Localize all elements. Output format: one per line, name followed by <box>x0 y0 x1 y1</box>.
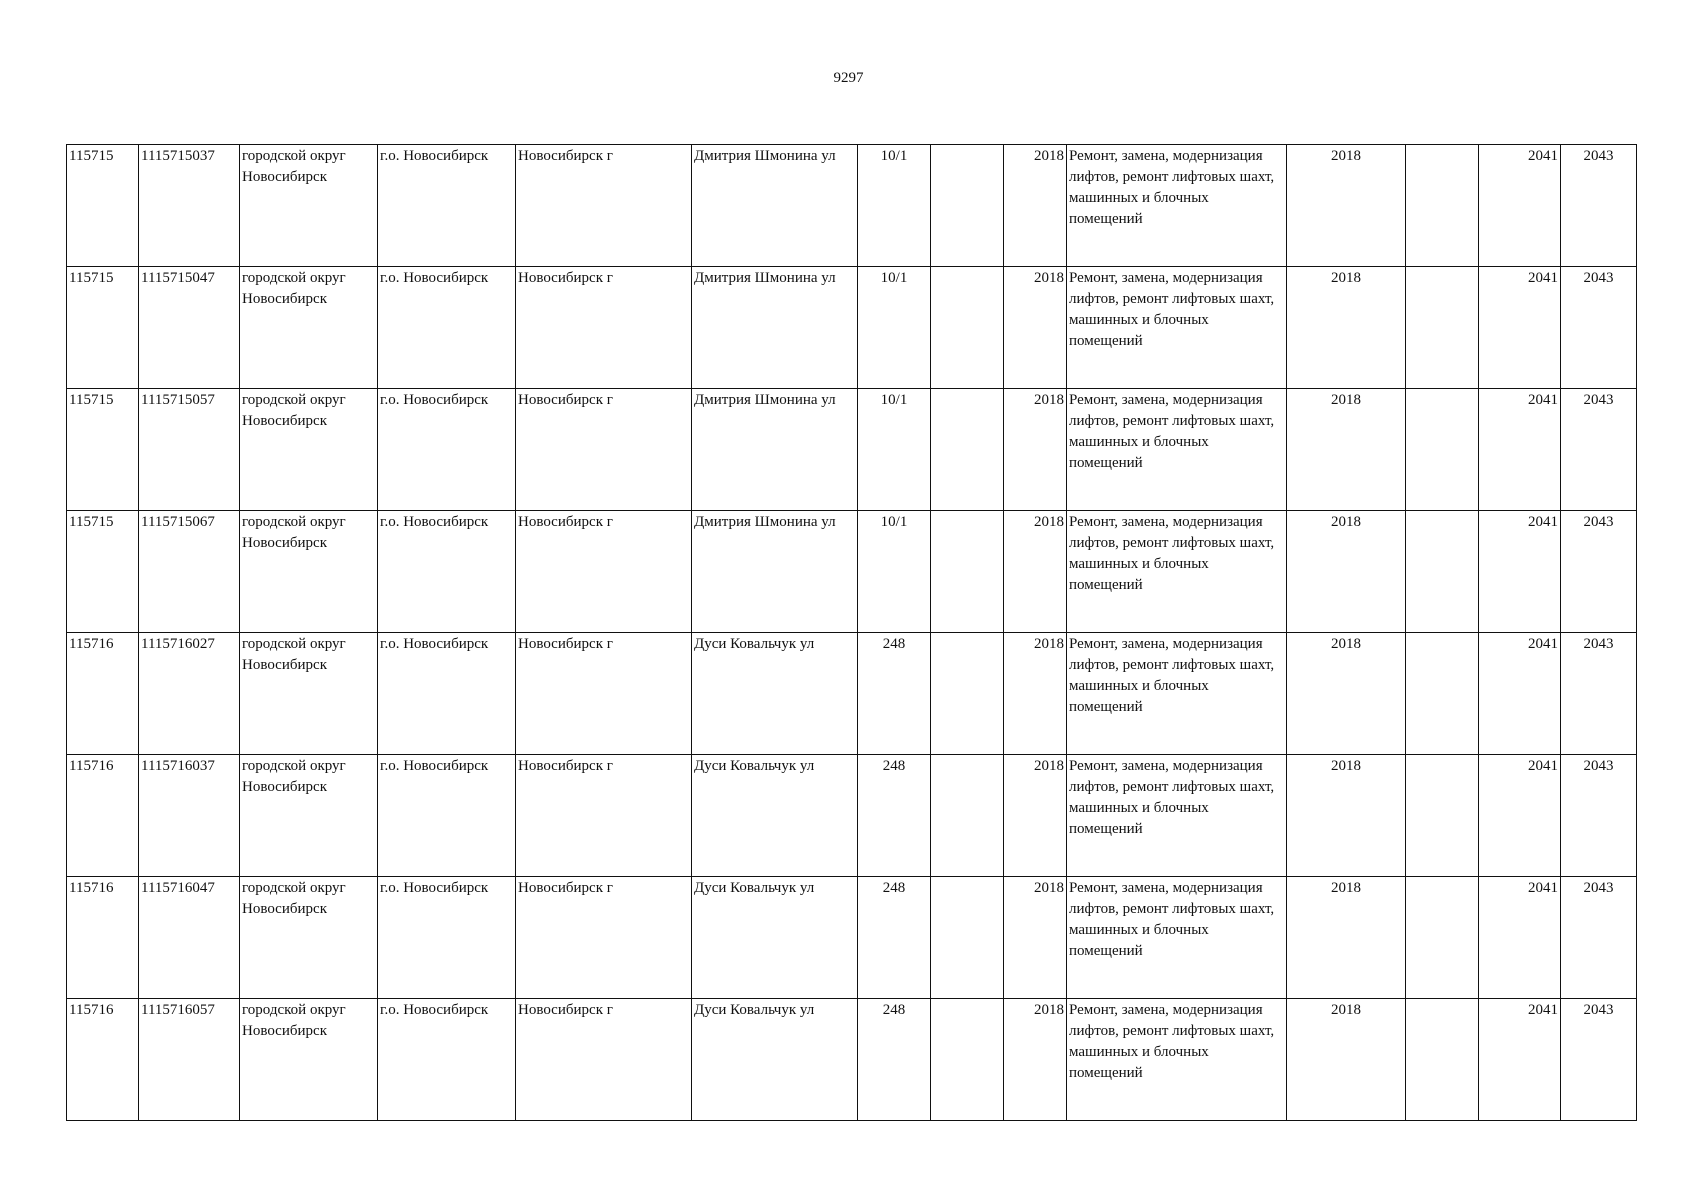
cell-period-to: 2043 <box>1561 145 1637 267</box>
cell-empty <box>931 755 1004 877</box>
cell-empty <box>931 267 1004 389</box>
cell-empty <box>1406 267 1479 389</box>
cell-municipality: г.о. Новосибирск <box>378 511 516 633</box>
cell-year-2: 2018 <box>1287 755 1406 877</box>
cell-empty <box>1406 145 1479 267</box>
page-number: 9297 <box>833 70 864 86</box>
cell-work-type: Ремонт, замена, модернизация лифтов, ремонт лифтовых шахт, машинных и блочных помещений <box>1067 145 1287 267</box>
cell-district: городской округ Новосибирск <box>240 511 378 633</box>
cell-city: Новосибирск г <box>516 877 692 999</box>
cell-empty <box>1406 877 1479 999</box>
cell-period-to: 2043 <box>1561 511 1637 633</box>
cell-building-id: 115715 <box>67 511 139 633</box>
cell-year-2: 2018 <box>1287 145 1406 267</box>
cell-work-type: Ремонт, замена, модернизация лифтов, ремонт лифтовых шахт, машинных и блочных помещений <box>1067 755 1287 877</box>
cell-work-type: Ремонт, замена, модернизация лифтов, ремонт лифтовых шахт, машинных и блочных помещений <box>1067 633 1287 755</box>
table-row <box>67 877 1637 999</box>
cell-period-to: 2043 <box>1561 267 1637 389</box>
cell-street: Дмитрия Шмонина ул <box>692 389 858 511</box>
cell-empty <box>931 999 1004 1121</box>
cell-district: городской округ Новосибирск <box>240 389 378 511</box>
table-row <box>67 755 1637 877</box>
cell-period-from: 2041 <box>1479 755 1561 877</box>
cell-municipality: г.о. Новосибирск <box>378 633 516 755</box>
cell-empty <box>931 633 1004 755</box>
cell-period-to: 2043 <box>1561 633 1637 755</box>
cell-period-to: 2043 <box>1561 389 1637 511</box>
cell-empty <box>1406 999 1479 1121</box>
cell-district: городской округ Новосибирск <box>240 267 378 389</box>
cell-street: Дуси Ковальчук ул <box>692 755 858 877</box>
cell-record-code: 1115716037 <box>139 755 240 877</box>
cell-year: 2018 <box>1004 145 1067 267</box>
cell-building-id: 115716 <box>67 755 139 877</box>
cell-city: Новосибирск г <box>516 145 692 267</box>
cell-city: Новосибирск г <box>516 633 692 755</box>
cell-house-number: 10/1 <box>858 389 931 511</box>
cell-building-id: 115715 <box>67 389 139 511</box>
cell-city: Новосибирск г <box>516 267 692 389</box>
cell-year: 2018 <box>1004 877 1067 999</box>
table-row <box>67 389 1637 511</box>
table-row <box>67 999 1637 1121</box>
cell-empty <box>1406 755 1479 877</box>
cell-empty <box>1406 511 1479 633</box>
cell-empty <box>1406 389 1479 511</box>
cell-empty <box>1406 633 1479 755</box>
cell-record-code: 1115716047 <box>139 877 240 999</box>
table-body <box>67 145 1637 1121</box>
cell-city: Новосибирск г <box>516 389 692 511</box>
cell-house-number: 248 <box>858 633 931 755</box>
cell-district: городской округ Новосибирск <box>240 877 378 999</box>
cell-building-id: 115715 <box>67 145 139 267</box>
cell-municipality: г.о. Новосибирск <box>378 877 516 999</box>
cell-work-type: Ремонт, замена, модернизация лифтов, ремонт лифтовых шахт, машинных и блочных помещений <box>1067 999 1287 1121</box>
cell-record-code: 1115715047 <box>139 267 240 389</box>
cell-building-id: 115716 <box>67 999 139 1121</box>
cell-period-from: 2041 <box>1479 877 1561 999</box>
cell-period-to: 2043 <box>1561 999 1637 1121</box>
cell-year: 2018 <box>1004 999 1067 1121</box>
cell-period-to: 2043 <box>1561 877 1637 999</box>
cell-period-from: 2041 <box>1479 267 1561 389</box>
cell-year: 2018 <box>1004 633 1067 755</box>
cell-building-id: 115716 <box>67 877 139 999</box>
cell-house-number: 248 <box>858 877 931 999</box>
cell-year-2: 2018 <box>1287 511 1406 633</box>
cell-work-type: Ремонт, замена, модернизация лифтов, ремонт лифтовых шахт, машинных и блочных помещений <box>1067 877 1287 999</box>
cell-record-code: 1115715037 <box>139 145 240 267</box>
cell-empty <box>931 877 1004 999</box>
cell-street: Дуси Ковальчук ул <box>692 633 858 755</box>
cell-street: Дмитрия Шмонина ул <box>692 267 858 389</box>
cell-street: Дуси Ковальчук ул <box>692 999 858 1121</box>
cell-street: Дмитрия Шмонина ул <box>692 145 858 267</box>
cell-period-to: 2043 <box>1561 755 1637 877</box>
table-row <box>67 633 1637 755</box>
cell-year: 2018 <box>1004 511 1067 633</box>
cell-municipality: г.о. Новосибирск <box>378 267 516 389</box>
cell-house-number: 248 <box>858 999 931 1121</box>
cell-period-from: 2041 <box>1479 633 1561 755</box>
cell-municipality: г.о. Новосибирск <box>378 145 516 267</box>
cell-district: городской округ Новосибирск <box>240 633 378 755</box>
cell-empty <box>931 389 1004 511</box>
cell-work-type: Ремонт, замена, модернизация лифтов, ремонт лифтовых шахт, машинных и блочных помещений <box>1067 511 1287 633</box>
cell-empty <box>931 511 1004 633</box>
cell-period-from: 2041 <box>1479 145 1561 267</box>
cell-city: Новосибирск г <box>516 511 692 633</box>
cell-year-2: 2018 <box>1287 389 1406 511</box>
cell-period-from: 2041 <box>1479 999 1561 1121</box>
cell-house-number: 248 <box>858 755 931 877</box>
cell-city: Новосибирск г <box>516 755 692 877</box>
table-row <box>67 267 1637 389</box>
cell-building-id: 115716 <box>67 633 139 755</box>
cell-house-number: 10/1 <box>858 511 931 633</box>
cell-record-code: 1115716027 <box>139 633 240 755</box>
cell-district: городской округ Новосибирск <box>240 999 378 1121</box>
table-row <box>67 145 1637 267</box>
cell-record-code: 1115716057 <box>139 999 240 1121</box>
cell-year-2: 2018 <box>1287 877 1406 999</box>
work-schedule-table <box>66 144 1637 1121</box>
cell-period-from: 2041 <box>1479 511 1561 633</box>
cell-year: 2018 <box>1004 389 1067 511</box>
cell-year-2: 2018 <box>1287 999 1406 1121</box>
cell-year-2: 2018 <box>1287 267 1406 389</box>
cell-district: городской округ Новосибирск <box>240 755 378 877</box>
cell-year-2: 2018 <box>1287 633 1406 755</box>
cell-house-number: 10/1 <box>858 145 931 267</box>
cell-period-from: 2041 <box>1479 389 1561 511</box>
cell-street: Дуси Ковальчук ул <box>692 877 858 999</box>
table-row <box>67 511 1637 633</box>
cell-record-code: 1115715057 <box>139 389 240 511</box>
cell-empty <box>931 145 1004 267</box>
cell-street: Дмитрия Шмонина ул <box>692 511 858 633</box>
cell-municipality: г.о. Новосибирск <box>378 999 516 1121</box>
cell-year: 2018 <box>1004 267 1067 389</box>
cell-year: 2018 <box>1004 755 1067 877</box>
cell-house-number: 10/1 <box>858 267 931 389</box>
cell-work-type: Ремонт, замена, модернизация лифтов, ремонт лифтовых шахт, машинных и блочных помещений <box>1067 389 1287 511</box>
cell-work-type: Ремонт, замена, модернизация лифтов, ремонт лифтовых шахт, машинных и блочных помещений <box>1067 267 1287 389</box>
cell-record-code: 1115715067 <box>139 511 240 633</box>
cell-building-id: 115715 <box>67 267 139 389</box>
cell-city: Новосибирск г <box>516 999 692 1121</box>
cell-district: городской округ Новосибирск <box>240 145 378 267</box>
cell-municipality: г.о. Новосибирск <box>378 755 516 877</box>
cell-municipality: г.о. Новосибирск <box>378 389 516 511</box>
